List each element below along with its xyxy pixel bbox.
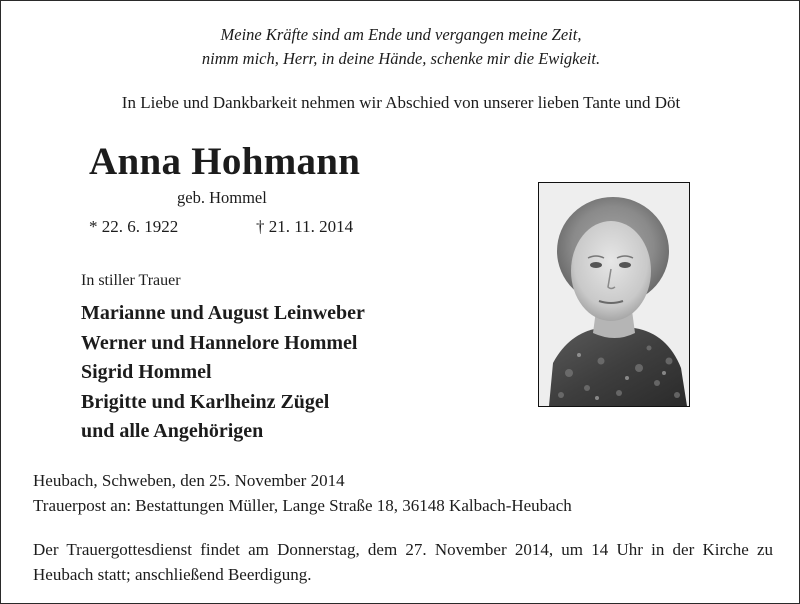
mourner-entry: Werner und Hannelore Hommel <box>81 331 358 354</box>
mourner-entry: Brigitte und Karlheinz Zügel <box>81 390 330 413</box>
mourners-label: In stiller Trauer <box>81 272 181 289</box>
mourners-list <box>81 300 365 448</box>
funeral-service-notice: Der Trauergottesdienst findet am Donnerstag, dem 27. November 2014, um 14 Uhr in der Kirche zu Heubach statt; anschließend Beerdigung. <box>33 540 773 584</box>
mourner-entry: Sigrid Hommel <box>81 361 212 383</box>
portrait-photo <box>538 182 690 407</box>
verse-line-1: Meine Kräfte sind am Ende und vergangen meine Zeit, <box>220 25 582 44</box>
maiden-name: geb. Hommel <box>177 188 267 207</box>
birth-date: * 22. 6. 1922 <box>89 217 179 236</box>
mourner-entry: und alle Angehörigen <box>81 420 264 442</box>
deceased-name: Anna Hohmann <box>89 140 361 183</box>
mourner-entry: Marianne und August Leinweber <box>81 302 365 324</box>
death-date: † 21. 11. 2014 <box>256 217 354 236</box>
intro-text: In Liebe und Dankbarkeit nehmen wir Abschied von unserer lieben Tante und Döt <box>121 93 681 112</box>
mailing-address: Trauerpost an: Bestattungen Müller, Lange Straße 18, 36148 Kalbach-Heubach <box>33 496 572 515</box>
portrait-illustration <box>539 183 689 406</box>
place-and-date: Heubach, Schweben, den 25. November 2014 <box>33 471 345 490</box>
verse-line-2: nimm mich, Herr, in deine Hände, schenke mir die Ewigkeit. <box>201 49 601 68</box>
